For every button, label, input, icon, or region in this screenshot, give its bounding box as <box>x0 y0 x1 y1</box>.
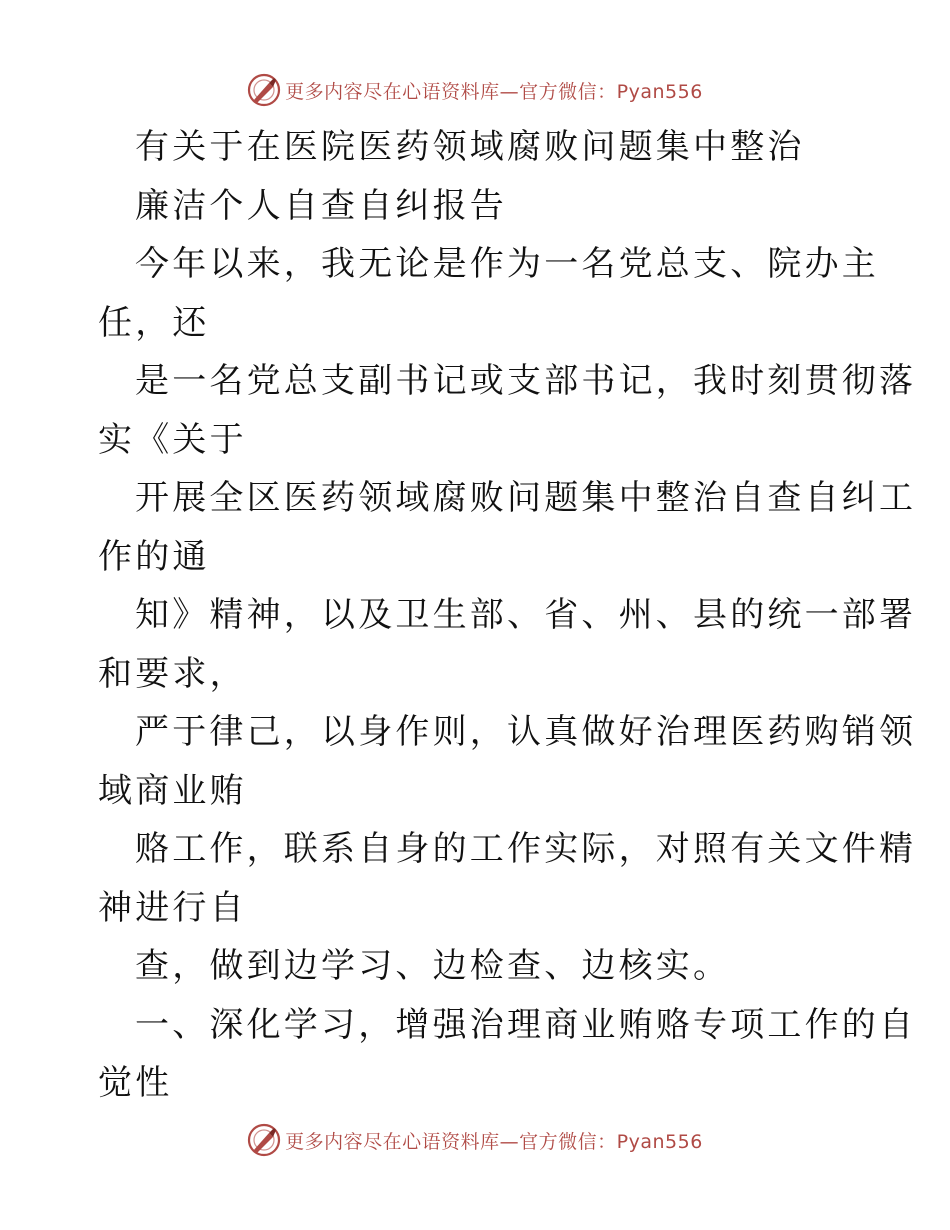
text-line: 任，还 <box>98 302 210 343</box>
header-watermark <box>0 70 950 110</box>
text-line: 和要求， <box>98 653 247 694</box>
footer-watermark <box>0 1120 950 1160</box>
text-line: 神进行自 <box>98 887 247 928</box>
text-line: 今年以来，我无论是作为一名党总支、院办主 <box>135 244 879 284</box>
text-line: 廉洁个人自查自纠报告 <box>135 185 507 226</box>
text-line: 知》精神，以及卫生部、省、州、县的统一部署 <box>135 595 917 635</box>
text-line: 是一名党总支副书记或支部书记，我时刻贯彻落 <box>135 361 917 401</box>
text-line: 严于律己，以身作则，认真做好治理医药购销领 <box>135 712 917 752</box>
text-line: 赂工作，联系自身的工作实际，对照有关文件精 <box>135 829 917 869</box>
text-line: 作的通 <box>98 536 210 577</box>
text-line: 实《关于 <box>98 419 247 460</box>
text-line: 一、深化学习，增强治理商业贿赂专项工作的自 <box>135 1004 917 1045</box>
watermark-text: 更多内容尽在心语资料库—官方微信：Pyan556 <box>285 1130 703 1153</box>
text-line: 查，做到边学习、边检查、边核实。 <box>135 946 731 986</box>
watermark-text: 更多内容尽在心语资料库—官方微信：Pyan556 <box>285 80 703 103</box>
pen-logo-icon <box>247 1123 281 1157</box>
pen-logo-icon <box>247 73 281 107</box>
text-line: 域商业贿 <box>98 770 247 811</box>
text-line: 觉性 <box>98 1063 173 1103</box>
text-line: 有关于在医院医药领域腐败问题集中整治 <box>135 127 805 167</box>
document-body <box>98 118 917 1113</box>
text-line: 开展全区医药领域腐败问题集中整治自查自纠工 <box>135 478 917 518</box>
